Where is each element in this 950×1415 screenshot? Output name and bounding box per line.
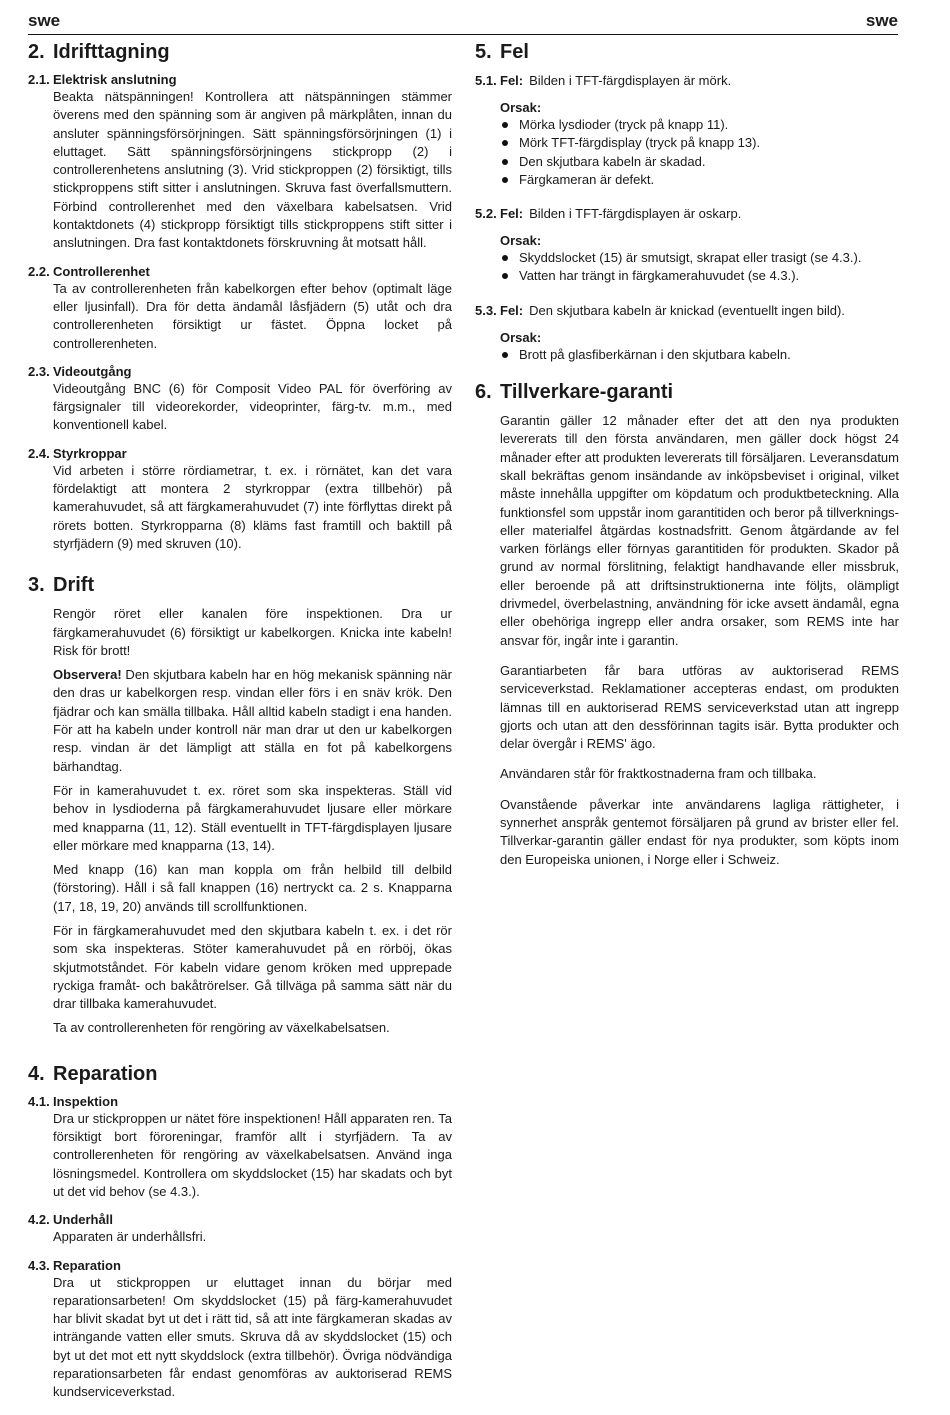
right-column [475,40,899,882]
paragraph-observera [53,666,452,776]
subsection-number: 4.3. [28,1257,50,1273]
cause-item: Skyddslocket (15) är smutsigt, skrapat eller trasigt (se 4.3.). [500,249,899,267]
language-code-left: swe [28,11,61,30]
paragraph: Ovanstående påverkar inte användarens lagliga rättigheter, i synnerhet anspråk gentemot försäljaren på grund av brister eller fel. Tillverkar-garantin gäller endast för nya produkter, som köpts inom den Europeiska unionen, i Norge eller i Schweiz. [500,796,899,867]
section-drift [28,573,452,1038]
cause-item: Den skjutbara kabeln är skadad. [500,153,899,171]
section-title: Drift [53,574,95,597]
fault-item [475,205,899,286]
subsection-title: Videoutgång [53,363,132,379]
section-number: 5. [475,41,492,63]
section-title: Idrifttagning [53,41,170,63]
section-heading [28,1062,452,1086]
cause-item: Brott på glasfiberkärnan i den skjutbara kabeln. [500,346,899,364]
subsection-title: Reparation [53,1257,121,1273]
subsection-title: Inspektion [53,1093,119,1109]
subsection-number: 2.1. [28,72,50,87]
paragraph: Garantin gäller 12 månader efter det att den nya produkten levererats till den första användaren, men gäller dock högst 24 månader efter att produkten levererats till försäljaren. Leveransdatum skall bekräftas genom insändande av inköpsbeviset i original, vilket måste innehålla uppgifter om köpdatum och produktbeteckning. Alla funktionsfel som uppstår inom garantitiden och beror på tillverknings- eller materialfel åtgärdas kostnadsfritt. Genom åtgärdande av fel varken förlängs eller förnyas garantitiden för produkten. Skador på grund av normal förslitning, felaktigt handhavande eller missbruk, eller beroende på att driftsinstruktionerna inte följts, olämpligt drivmedel, överbelastning, användning för icke avsett ändamål, egna eller obehöriga ingrepp eller andra orsaker, som REMS inte har ansvar för, ingår inte i garantin. [500,413,899,648]
cause-label: Orsak: [500,100,542,115]
subsection-number: 2.2. [28,263,50,279]
paragraph: Dra ur stickproppen ur nätet före inspektionen! Håll apparaten ren. Ta försiktigt bort föroreningar, framför allt i styrfjädern. Ta av controllerenheten för rengöring av växelkabelsatsen. Använd inga lösningsmedel. Kontrollera om skyddslocket (15) har skadats och byt ut det vid behov (se 4.3.). [53,1110,452,1199]
paragraph: Användaren står för fraktkostnaderna fram och tillbaka. [500,766,817,782]
left-column [28,40,452,1415]
paragraph: Rengör röret eller kanalen före inspektionen. Dra ur färgkamerahuvudet (6) försiktigt ur kabelkorgen. Knicka inte kabeln! Risk för brott! [53,606,452,658]
section-title: Reparation [53,1062,158,1085]
fault-label: Fel: [500,206,524,222]
fault-label: Fel: [500,73,524,88]
subsection-title: Underhåll [53,1212,113,1228]
section-idrifttagning [28,40,452,553]
paragraph: Garantiarbeten får bara utföras av auktoriserad REMS serviceverkstad. Reklamationer accepteras endast, om produkten lämnas till en auktoriserad REMS serviceverkstad utan att ingrepp gjorts och utan att den dessförinnan tagits isär. Bytta produkter och delar övergår i REMS' ägo. [500,662,899,752]
subsection-number: 4.1. [28,1093,50,1109]
fault-item [475,72,899,189]
paragraph: Med knapp (16) kan man koppla om från helbild till delbild (förstoring). Håll i så fall knappen (16) nertryckt ca. 2 s. Knapparna (17, 18, 19, 20) används till scrollfunktionen. [53,862,452,914]
subsection-title: Controllerenhet [53,263,150,279]
fault-description: Bilden i TFT-färgdisplayen är mörk. [529,73,732,88]
subsection-underhall [28,1212,452,1246]
fault-number: 5.2. [475,206,497,222]
section-heading [475,40,899,64]
cause-item: Färgkameran är defekt. [500,171,899,189]
paragraph: Dra ut stickproppen ur eluttaget innan du börjar med reparationsarbeten! Om skyddslocket (15) på färg-kamerahuvudet har blivit skadat byt ut det i rätt tid, så att inte färgkameran skadas av inträngande vatten eller smuts. Skruva då av skyddslocket (15) och byt ut det mot ett nytt skyddslock (extra tillbehör). Övriga nödvändiga reparationsarbeten får endast genomföras av auktoriserad REMS kundserviceverkstad. [53,1274,452,1400]
paragraph: För in färgkamerahuvudet med den skjutbara kabeln t. ex. i det rör som ska inspekteras. Stöter kamerahuvudet på en rörböj, ökas skjutmotståndet. För kabeln vidare genom kröken med upprepade ryckiga framåt- och bakåtrörelser. Gå tillväga på samma sätt när du drar tillbaka kamerahuvudet. [53,922,452,1012]
paragraph: Vid arbeten i större rördiametrar, t. ex. i rörnätet, kan det vara fördelaktigt att montera 2 styrkroppar (extra tillbehör) på kamerahuvudet, så att färgkamerahuvudet (7) inte förflyttas direkt på rörets botten. Styrkropparna (8) kläms fast framtill och baktill på styrfjädern (9) med skruven (10). [53,462,452,551]
subsection-reparation [28,1258,452,1402]
section-tillverkare-garanti [475,380,899,869]
section-heading [28,573,452,597]
section-title: Fel [500,41,529,63]
section-number: 3. [28,574,45,597]
cause-item: Mörka lysdioder (tryck på knapp 11). [500,116,899,134]
fault-label: Fel: [500,302,524,318]
subsection-elektrisk-anslutning [28,72,452,253]
section-title: Tillverkare-garanti [500,381,674,404]
page-header [28,10,898,35]
paragraph: För in kamerahuvudet t. ex. röret som ska inspekteras. Ställ vid behov in lysdioderna på färgkamerahuvudet ljusare eller mörkare med knapparna (11, 12). Ställ eventuellt in TFT-färgdisplayen ljusare eller mörkare med knapparna (13, 14). [53,782,452,853]
cause-label: Orsak: [500,329,542,345]
paragraph: Ta av controllerenheten för rengöring av växelkabelsatsen. [53,1020,390,1036]
paragraph: Beakta nätspänningen! Kontrollera att nätspänningen stämmer överens med den spänning som är angiven på märkplåten, innan du ansluter spänningsförsörjningen. Sätt spänningsförsörjningen (1) i eluttaget. Sätt spänningsförsörjningens stickpropp (2) i controllerenhetens anslutning (3). Vrid stickproppen (2) försiktigt, tills stickproppens stift sitter i anslutningen. Skruva fast överfallsmuttern. Förbind controllerenhet med den växelbara kabelsatsen. Vrid kontaktdonets (4) stickpropp försiktigt tills stickproppens stift sitter i anslutningen. Dra fast kontaktdonets förskruvning åt motsatt håll. [53,89,452,251]
cause-list [500,116,899,189]
subsection-number: 4.2. [28,1212,50,1228]
subsection-inspektion [28,1094,452,1201]
cause-list [500,249,899,286]
section-number: 2. [28,41,45,63]
subsection-number: 2.3. [28,363,50,379]
section-number: 4. [28,1062,45,1085]
subsection-controllerenhet [28,264,452,353]
cause-item: Mörk TFT-färgdisplay (tryck på knapp 13). [500,134,899,152]
language-code-right: swe [865,11,898,30]
section-fel [475,40,899,364]
paragraph: Apparaten är underhållsfri. [53,1229,207,1245]
section-heading [28,40,452,64]
section-heading [475,380,899,404]
subsection-title: Elektrisk anslutning [53,72,177,87]
subsection-number: 2.4. [28,445,50,461]
fault-number: 5.1. [475,73,497,88]
subsection-title: Styrkroppar [53,445,127,461]
fault-description: Den skjutbara kabeln är knickad (eventuellt ingen bild). [529,302,845,318]
cause-item: Vatten har trängt in färgkamerahuvudet (se 4.3.). [500,267,899,285]
paragraph: Ta av controllerenheten från kabelkorgen efter behov (optimalt läge eller ljusinfall). Dra för detta ändamål låsfjädern (5) utåt och dra controllerenheten försiktigt ur fästet. Öppna locket på controllerenheten. [53,280,452,351]
observera-text: Den skjutbara kabeln har en hög mekanisk spänning när den dras ur kabelkorgen resp. vindan eller förs i en snäv krök. Den fjädrar och kan smälla tillbaka. Håll alltid kabeln stadigt i ena handen. För att ha kabeln under kontroll när man drar ut den ur kabelkorgen resp. vindan är det lämpligt att ställa en fot på kabelkorgens bärhandtag. [53,667,452,774]
section-reparation [28,1062,452,1402]
section-number: 6. [475,381,492,404]
cause-label: Orsak: [500,233,542,249]
subsection-videoutgang [28,364,452,435]
fault-item [475,302,899,364]
fault-description: Bilden i TFT-färgdisplayen är oskarp. [529,206,742,222]
fault-number: 5.3. [475,302,497,318]
subsection-styrkroppar [28,446,452,553]
observera-label: Observera! [53,667,122,683]
cause-list [500,346,899,364]
paragraph: Videoutgång BNC (6) för Composit Video PAL för överföring av färgsignaler till videorekorder, videoprinter, färg-tv. m.m., med konventionell kabel. [53,380,452,433]
